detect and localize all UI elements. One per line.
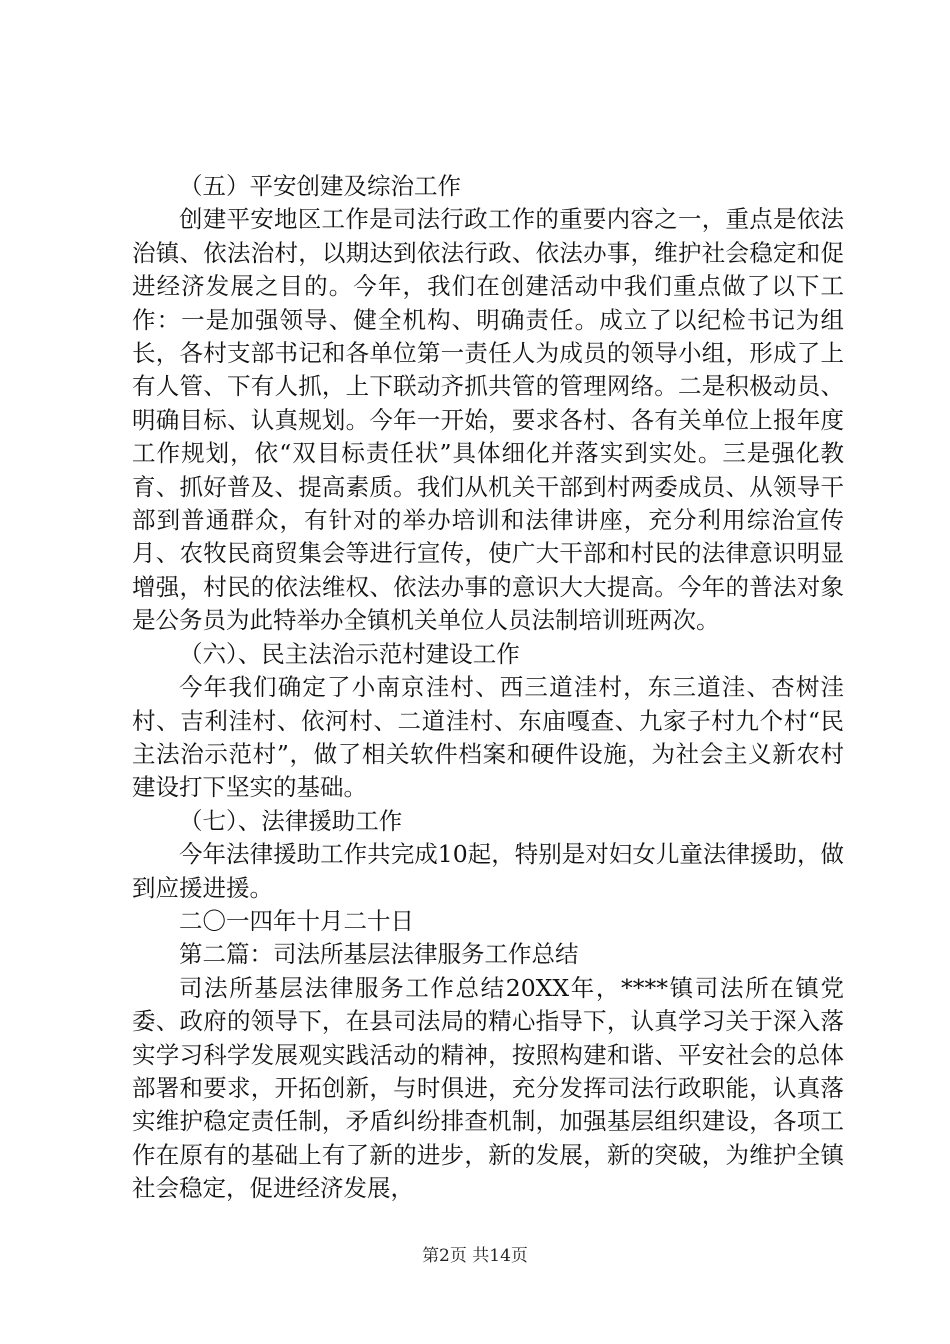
document-date: 二〇一四年十月二十日 — [179, 906, 414, 935]
paragraph-demo-villages: 今年我们确定了小南京洼村、西三道洼村，东三道洼、杏树洼村、吉利洼村、依河村、二道洼村、东庙嘎查、九家子村九个村“民主法治示范村”，做了相关软件档案和硬件设施，为社会主义新农村建设打下坚实的基础。 — [132, 673, 844, 802]
paragraph-safety-work: 创建平安地区工作是司法行政工作的重要内容之一，重点是依法治镇、依法治村，以期达到依法行政、依法办事，维护社会稳定和促进经济发展之目的。今年，我们在创建活动中我们重点做了以下工作：一是加强领导、健全机构、明确责任。成立了以纪检书记为组长，各村支部书记和各单位第一责任人为成员的领导小组，形成了上有人管、下有人抓，上下联动齐抓共管的管理网络。二是积极动员、明确目标、认真规划。今年一开始，要求各村、各有关单位上报年度工作规划，依“双目标责任状”具体细化并落实到实处。三是强化教育、抓好普及、提高素质。我们从机关干部到村两委成员、从领导干部到普通群众，有针对的举办培训和法律讲座，充分利用综治宣传月、农牧民商贸集会等进行宣传，使广大干部和村民的法律意识明显增强，村民的依法维权、依法办事的意识大大提高。今年的普法对象是公务员为此特举办全镇机关单位人员法制培训班两次。 — [132, 205, 844, 635]
document-body — [132, 170, 844, 1206]
section-heading-6: （六）、民主法治示范村建设工作 — [179, 639, 520, 668]
section-heading-7: （七）、法律援助工作 — [179, 806, 403, 835]
page-number-footer: 第2页 共14页 — [422, 1246, 528, 1266]
paragraph-legal-aid: 今年法律援助工作共完成10起，特别是对妇女儿童法律援助，做到应援进援。 — [132, 840, 844, 902]
paragraph-chapter-two-intro: 司法所基层法律服务工作总结20XX年，****镇司法所在镇党委、政府的领导下，在县司法局的精心指导下，认真学习关于深入落实学习科学发展观实践活动的精神，按照构建和谐、平安社会的总体部署和要求，开拓创新，与时俱进，充分发挥司法行政职能，认真落实维护稳定责任制，矛盾纠纷排查机制，加强基层组织建设，各项工作在原有的基础上有了新的进步，新的发展，新的突破，为维护全镇社会稳定，促进经济发展， — [132, 973, 844, 1203]
chapter-two-title: 第二篇：司法所基层法律服务工作总结 — [179, 940, 579, 969]
section-heading-5: （五）平安创建及综治工作 — [179, 172, 461, 200]
